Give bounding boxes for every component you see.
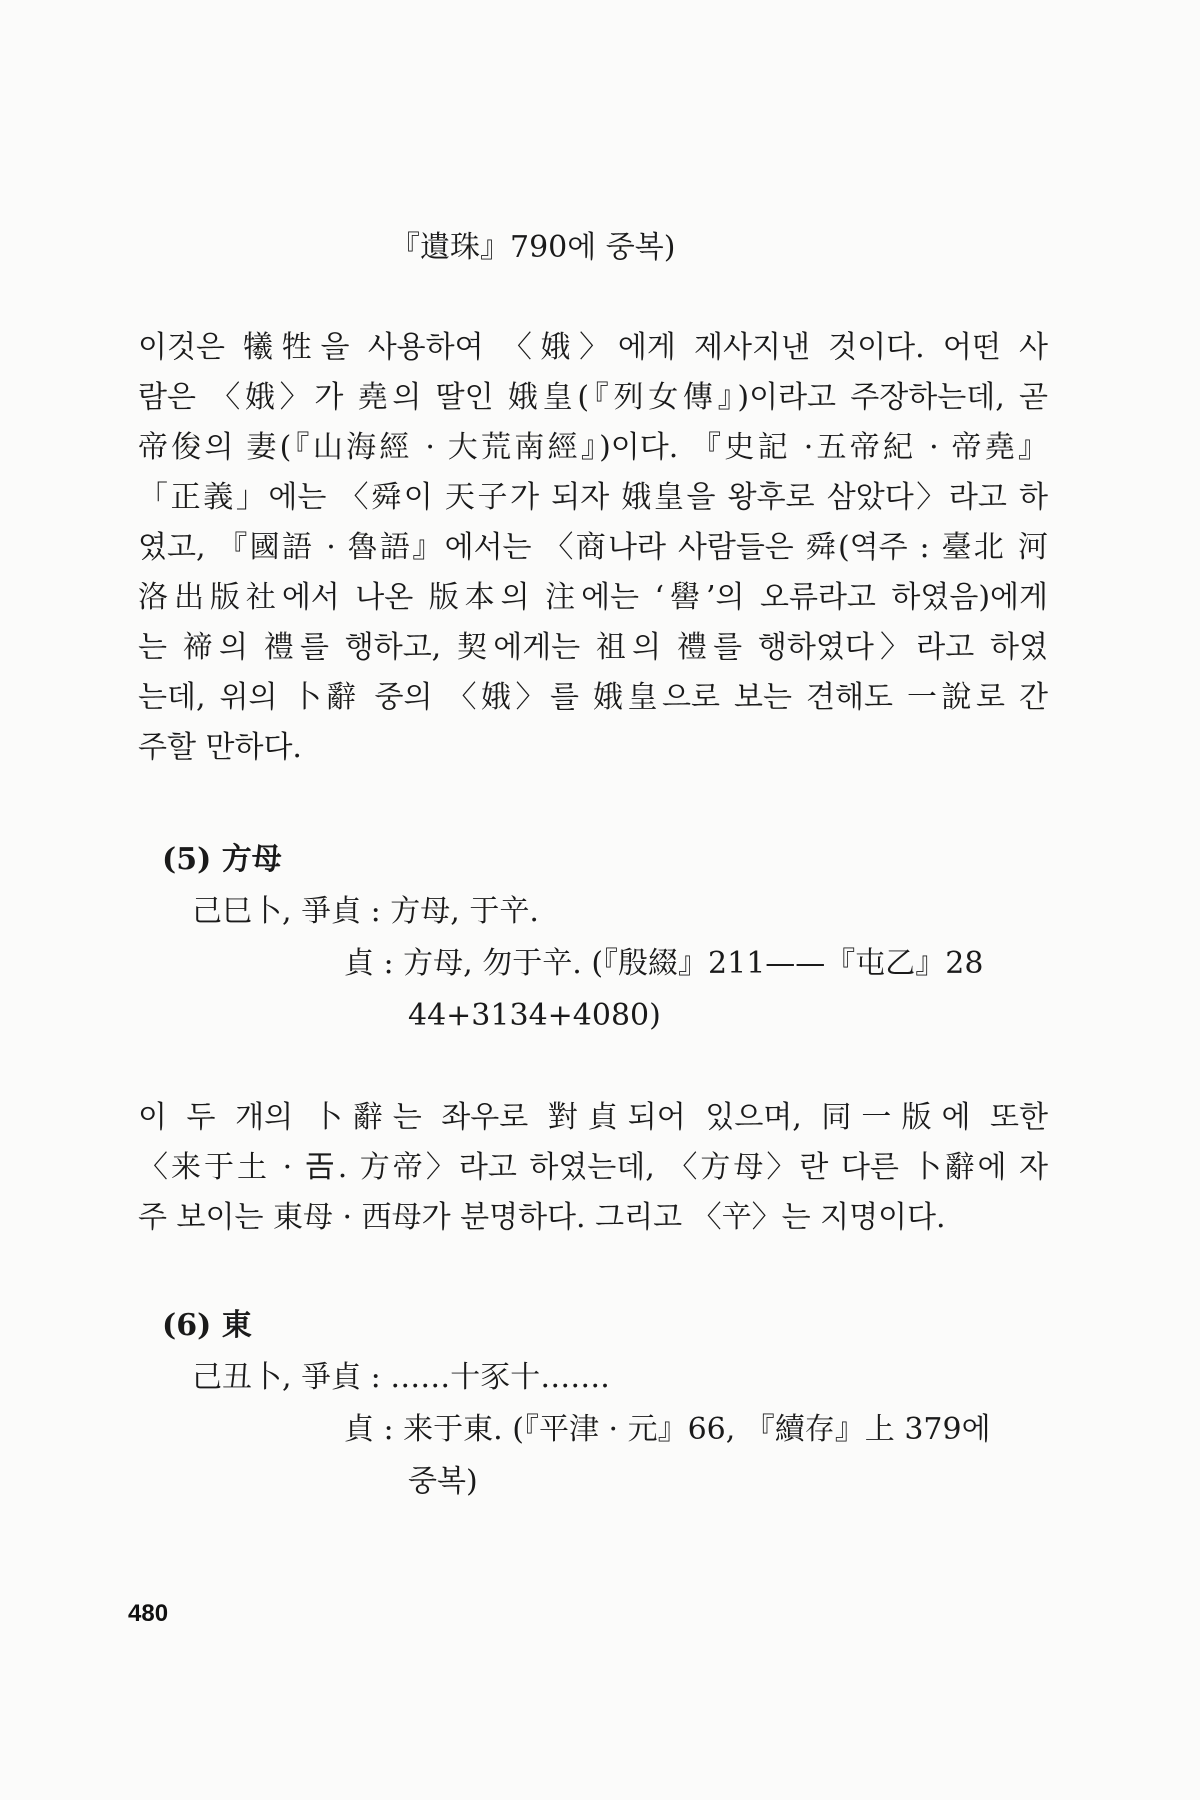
paragraph1-line-6: 洛出版社에서 나온 版本의 注에는 ‘嚳’의 오류라고 하였음)에게 [138, 580, 1048, 615]
section6-inscription-1: 己丑卜, 爭貞 : ……十豕十……. [192, 1360, 610, 1395]
section5-inscription-1: 己巳卜, 爭貞 : 方母, 于䇂. [192, 894, 539, 929]
paragraph2-line-3: 주 보이는 東母 · 西母가 분명하다. 그리고 〈䇂〉는 지명이다. [138, 1200, 946, 1235]
section6-inscription-2: 貞 : 来于東. (『平津 · 元』66, 『續存』上 379에 [344, 1412, 991, 1447]
paragraph2-line-1: 이 두 개의 卜辭는 좌우로 對貞되어 있으며, 同一版에 또한 [138, 1100, 1048, 1135]
section5-inscription-2: 貞 : 方母, 勿于䇂. (『殷綴』211——『屯乙』28 [344, 946, 984, 981]
top-citation: 『遺珠』790에 중복) [390, 230, 676, 265]
paragraph1-line-2: 람은 〈娥〉가 堯의 딸인 娥皇(『列女傳』)이라고 주장하는데, 곧 [138, 380, 1048, 415]
paragraph1-line-9: 주할 만하다. [138, 730, 302, 765]
section6-inscription-3: 중복) [408, 1464, 478, 1499]
paragraph1-line-1: 이것은 犧牲을 사용하여 〈娥〉에게 제사지낸 것이다. 어떤 사 [138, 330, 1048, 365]
section5-inscription-3: 44+3134+4080) [408, 998, 661, 1033]
page-number: 480 [128, 1600, 169, 1627]
paragraph1-line-4: 「正義」에는 〈舜이 天子가 되자 娥皇을 왕후로 삼았다〉라고 하 [138, 480, 1048, 515]
paragraph1-line-7: 는 禘의 禮를 행하고, 契에게는 祖의 禮를 행하였다〉라고 하였 [138, 630, 1048, 665]
section5-heading: (5) 方母 [162, 842, 282, 877]
paragraph1-line-5: 였고, 『國語 · 魯語』에서는 〈商나라 사람들은 舜(역주 : 臺北 河 [138, 530, 1048, 565]
paragraph2-line-2: 〈来于土 · 𢀛. 方帝〉라고 하였는데, 〈方母〉란 다른 卜辭에 자 [138, 1150, 1048, 1185]
paragraph1-line-3: 帝俊의 妻(『山海經 · 大荒南經』)이다. 『史記 ·五帝紀 · 帝堯』 [138, 430, 1048, 465]
section6-heading: (6) 東 [162, 1308, 252, 1343]
paragraph1-line-8: 는데, 위의 卜辭 중의 〈娥〉를 娥皇으로 보는 견해도 一說로 간 [138, 680, 1048, 715]
